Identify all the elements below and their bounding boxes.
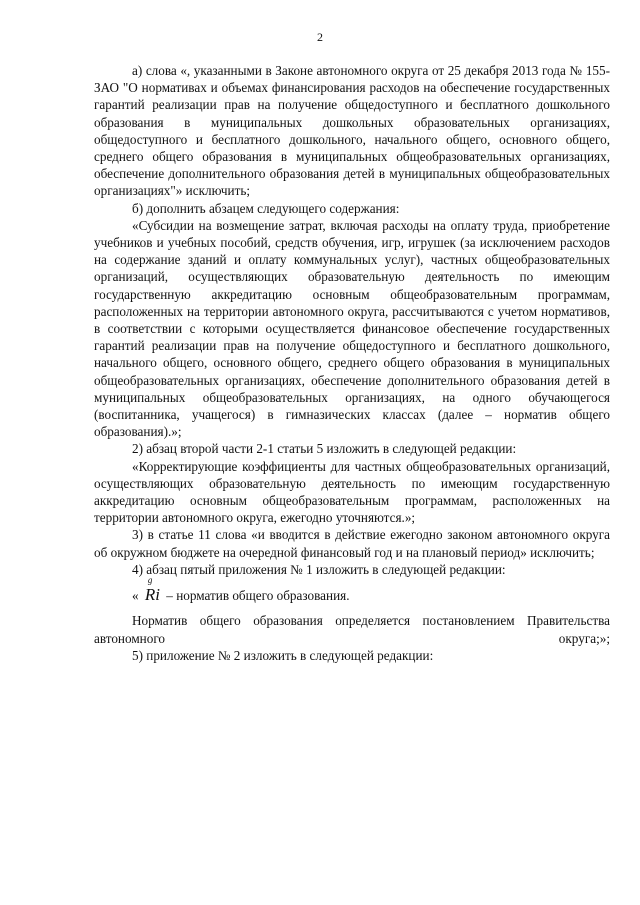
paragraph-a-words-exclusion: а) слова «, указанными в Законе автономного округа от 25 декабря 2013 года № 155-ЗАО "О нормативах и объемах финансирования расходов на обеспечение государственных гарантий реализации прав на получение общедоступного и бесплатного дошкольного образования в муниципальных дошкольных образовательных организациях, общедоступного и бесплатного дошкольного, начального общего, основного общего, среднего общего образования в муниципальных общеобразовательных организациях, обеспечение дополнительного образования детей в муниципальных общеобразовательных организациях"» исключить; [94,63,610,199]
formula-line [94,575,610,605]
paragraph-item-3: 3) в статье 11 слова «и вводится в действие ежегодно законом автономного округа об окружном бюджете на очередной финансовый год и на плановый период» исключить; [94,527,610,560]
formula-description: – норматив общего образования. [166,588,350,604]
formula-superscript: g [147,575,153,586]
paragraph-subsidies-quote: «Субсидии на возмещение затрат, включая расходы на оплату труда, приобретение учебников и учебных пособий, средств обучения, игр, игрушек (за исключением расходов на содержание зданий и оплату коммунальных услуг), частных общеобразовательных организаций, осуществляющих образовательную деятельность по имеющим государственную аккредитацию основным общеобразовательным программам, расположенных на территории автономного округа, рассчитываются с учетом нормативов, в соответствии с которыми осуществляется финансовое обеспечение государственных гарантий реализации прав на получение общедоступного и бесплатного дошкольного, начального общего, основного общего, среднего общего образования в муниципальных общеобразовательных организациях, обеспечение дополнительного образования детей в муниципальных общеобразовательных организациях, на одного обучающегося (воспитанника, учащегося) в гимназических классах (далее – норматив общего образования).»; [94,217,610,440]
page-number: 2 [317,30,323,44]
formula-symbol [144,575,160,605]
paragraph-item-4: 4) абзац пятый приложения № 1 изложить в следующей редакции: [132,561,506,577]
paragraph-item-2: 2) абзац второй части 2-1 статьи 5 изложить в следующей редакции: [132,441,517,457]
paragraph-normative-text: Норматив общего образования определяется постановлением Правительства автономного округа;»; [94,613,610,646]
paragraph-coefficients-quote: «Корректирующие коэффициенты для частных общеобразовательных организаций, осуществляющих образовательную деятельность по имеющим государственную аккредитацию основным общеобразовательным программам, расположенных на территории автономного округа, ежегодно уточняются.»; [94,458,610,526]
paragraph-item-5: 5) приложение № 2 изложить в следующей редакции: [132,647,434,663]
paragraph-b-add-clause: б) дополнить абзацем следующего содержания: [132,200,400,216]
formula-main-symbol: Ri [144,585,160,605]
paragraph-normative-definition [94,612,610,646]
document-body [94,62,610,664]
formula-open-quote: « [132,588,139,604]
